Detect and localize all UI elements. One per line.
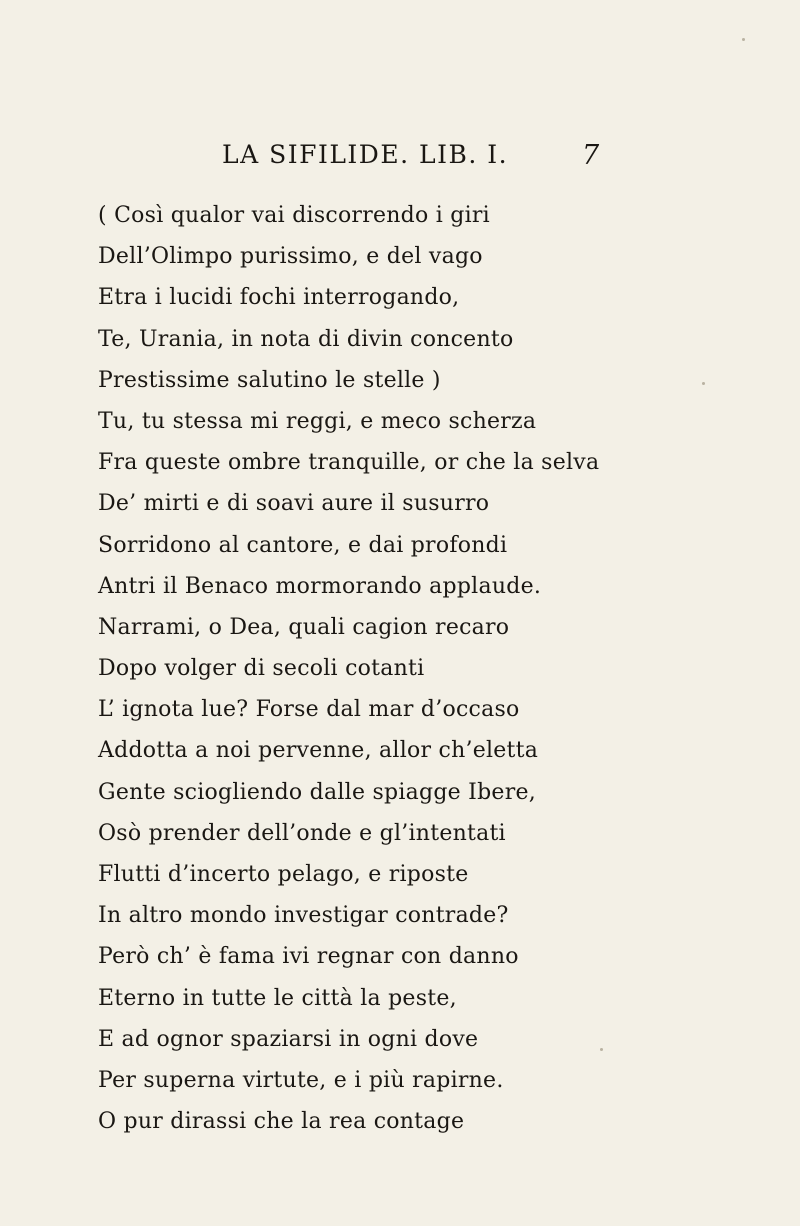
verse-line: Osò prender dell’onde e gl’intentati	[98, 820, 506, 846]
verse-line: Per superna virtute, e i più rapirne.	[98, 1067, 504, 1093]
verse-line: Etra i lucidi fochi interrogando,	[98, 285, 460, 311]
verse-line: In altro mondo investigar contrade?	[98, 903, 509, 929]
verse-line: ( Così qualor vai discorrendo i giri	[98, 203, 490, 228]
page-number: 7	[582, 140, 600, 171]
verse-line: De’ mirti e di soavi aure il susurro	[98, 491, 490, 517]
verse-line: Fra queste ombre tranquille, or che la selva	[98, 450, 600, 476]
verse-line: Antri il Benaco mormorando applaude.	[98, 573, 542, 599]
verse-line: Gente sciogliendo dalle spiagge Ibere,	[98, 779, 536, 805]
poem-text	[98, 195, 599, 1142]
verse-line: O pur dirassi che la rea contage	[98, 1109, 465, 1135]
verse-line: Dopo volger di secoli cotanti	[98, 656, 425, 682]
running-title: LA SIFILIDE. LIB. I.	[222, 140, 509, 169]
verse-line: E ad ognor spaziarsi in ogni dove	[98, 1026, 479, 1052]
verse-line: Dell’Olimpo purissimo, e del vago	[98, 244, 483, 270]
verse-line: Te, Urania, in nota di divin concento	[98, 326, 514, 352]
paper-speck	[702, 382, 705, 385]
verse-line: Sorridono al cantore, e dai profondi	[98, 532, 508, 558]
verse-line: Narrami, o Dea, quali cagion recaro	[98, 614, 510, 640]
verse-line: Addotta a noi pervenne, allor ch’eletta	[98, 738, 539, 764]
verse-line: L’ ignota lue? Forse dal mar d’occaso	[98, 697, 520, 723]
verse-line: Eterno in tutte le città la peste,	[98, 985, 457, 1011]
verse-line: Prestissime salutino le stelle )	[98, 367, 441, 393]
verse-line: Flutti d’incerto pelago, e riposte	[98, 862, 469, 887]
verse-line: Tu, tu stessa mi reggi, e meco scherza	[98, 408, 537, 434]
paper-speck	[600, 1048, 603, 1051]
verse-line: Però ch’ è fama ivi regnar con danno	[98, 944, 519, 970]
paper-speck	[742, 38, 745, 41]
